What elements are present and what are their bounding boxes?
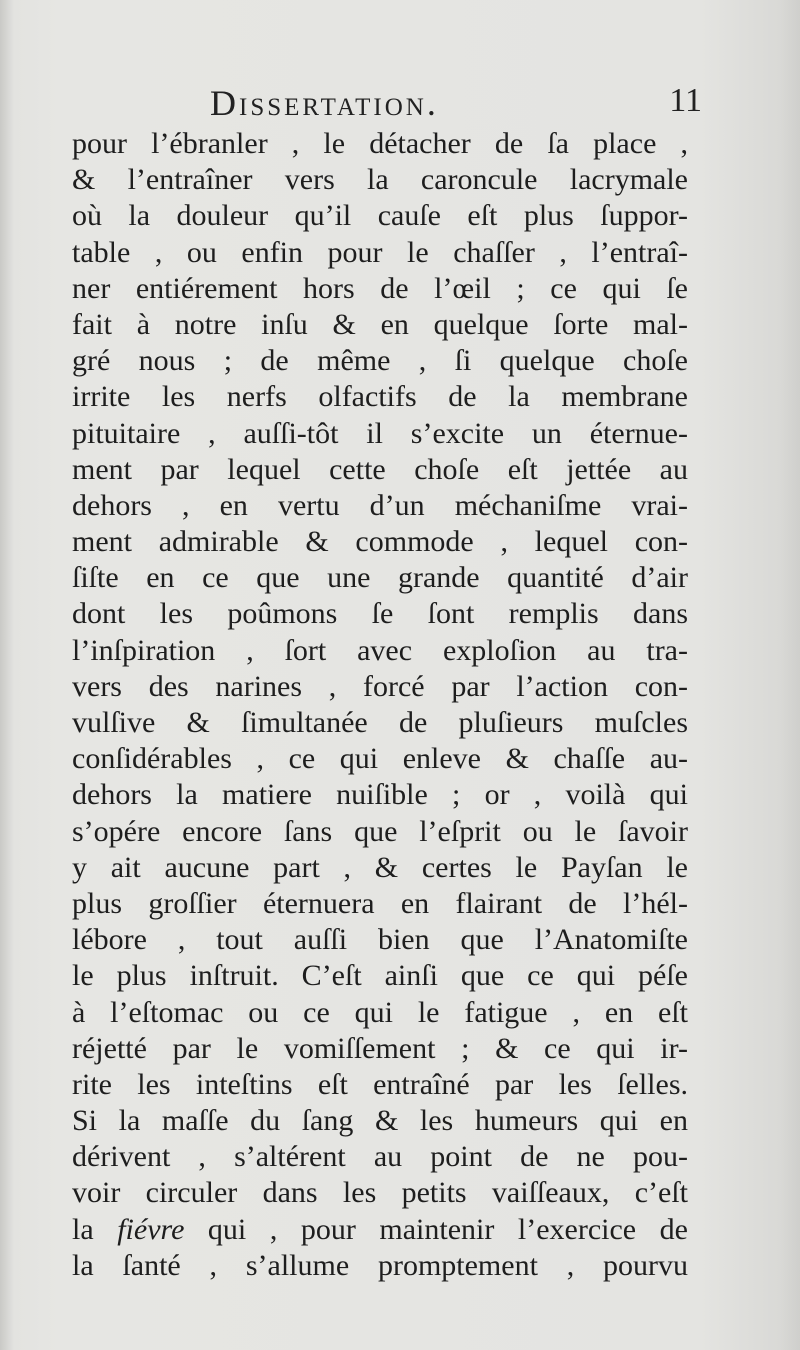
text-line: ment par lequel cette choſe eſt jettée au: [72, 452, 688, 486]
page-header: [60, 82, 700, 122]
page-number: 11: [669, 82, 702, 119]
text-line: ner entiérement hors de l’œil ; ce qui ſe: [72, 271, 688, 305]
text-line: pituitaire , auſſi-tôt il s’excite un éternue-: [72, 416, 688, 450]
text-line: vers des narines , forcé par l’action con-: [72, 669, 688, 703]
text-line: y ait aucune part , & certes le Payſan le: [72, 850, 688, 884]
text-line: l’inſpiration , ſort avec exploſion au tra-: [72, 633, 688, 667]
text-line: s’opére encore ſans que l’eſprit ou le ſavoir: [72, 814, 688, 848]
text-line: gré nous ; de même , ſi quelque choſe: [72, 344, 688, 378]
text-line-with-italic: [72, 1212, 688, 1248]
text-line: & l’entraîner vers la caroncule lacrymale: [72, 163, 688, 197]
italic-word: fiévre: [117, 1212, 185, 1246]
text-line: à l’eſtomac ou ce qui le fatigue , en eſt: [72, 995, 688, 1029]
text-line: où la douleur qu’il cauſe eſt plus ſuppor-: [72, 199, 688, 233]
text-line: ment admirable & commode , lequel con-: [72, 525, 688, 559]
text-line: dehors la matiere nuiſible ; or , voilà qui: [72, 778, 688, 812]
text-line: pour l’ébranler , le détacher de ſa place ,: [72, 127, 688, 160]
text-line: dont les poûmons ſe ſont remplis dans: [72, 597, 688, 631]
text-line: rite les inteſtins eſt entraîné par les ſelles.: [72, 1067, 688, 1101]
text-line: dehors , en vertu d’un méchaniſme vrai-: [72, 488, 688, 522]
text-line: ſiſte en ce que une grande quantité d’air: [72, 561, 688, 595]
text-line: réjetté par le vomiſſement ; & ce qui ir-: [72, 1031, 688, 1065]
text-line: irrite les nerfs olfactifs de la membrane: [72, 380, 688, 414]
text-line: vulſive & ſimultanée de pluſieurs muſcles: [72, 706, 688, 739]
text-line: voir circuler dans les petits vaiſſeaux, c’eſt: [72, 1176, 688, 1210]
text-line: conſidérables , ce qui enleve & chaſſe au-: [72, 742, 688, 776]
text-line: fait à notre inſu & en quelque ſorte mal-: [72, 307, 688, 341]
text-line: le plus inſtruit. C’eſt ainſi que ce qui péſe: [72, 959, 688, 993]
text-line: lébore , tout auſſi bien que l’Anatomiſte: [72, 923, 688, 957]
text-line: table , ou enfin pour le chaſſer , l’entraî-: [72, 235, 688, 269]
text-line: plus groſſier éternuera en flairant de l’hél-: [72, 886, 688, 920]
text-line: la ſanté , s’allume promptement , pourvu: [72, 1248, 688, 1282]
text-line: dérivent , s’altérent au point de ne pou-: [72, 1140, 688, 1174]
text-segment: qui , pour maintenir l’exercice de: [184, 1212, 688, 1246]
text-line: Si la maſſe du ſang & les humeurs qui en: [72, 1104, 688, 1138]
running-title: Dissertation.: [210, 83, 439, 123]
body-text: [72, 126, 688, 1284]
text-segment: la: [72, 1212, 118, 1246]
